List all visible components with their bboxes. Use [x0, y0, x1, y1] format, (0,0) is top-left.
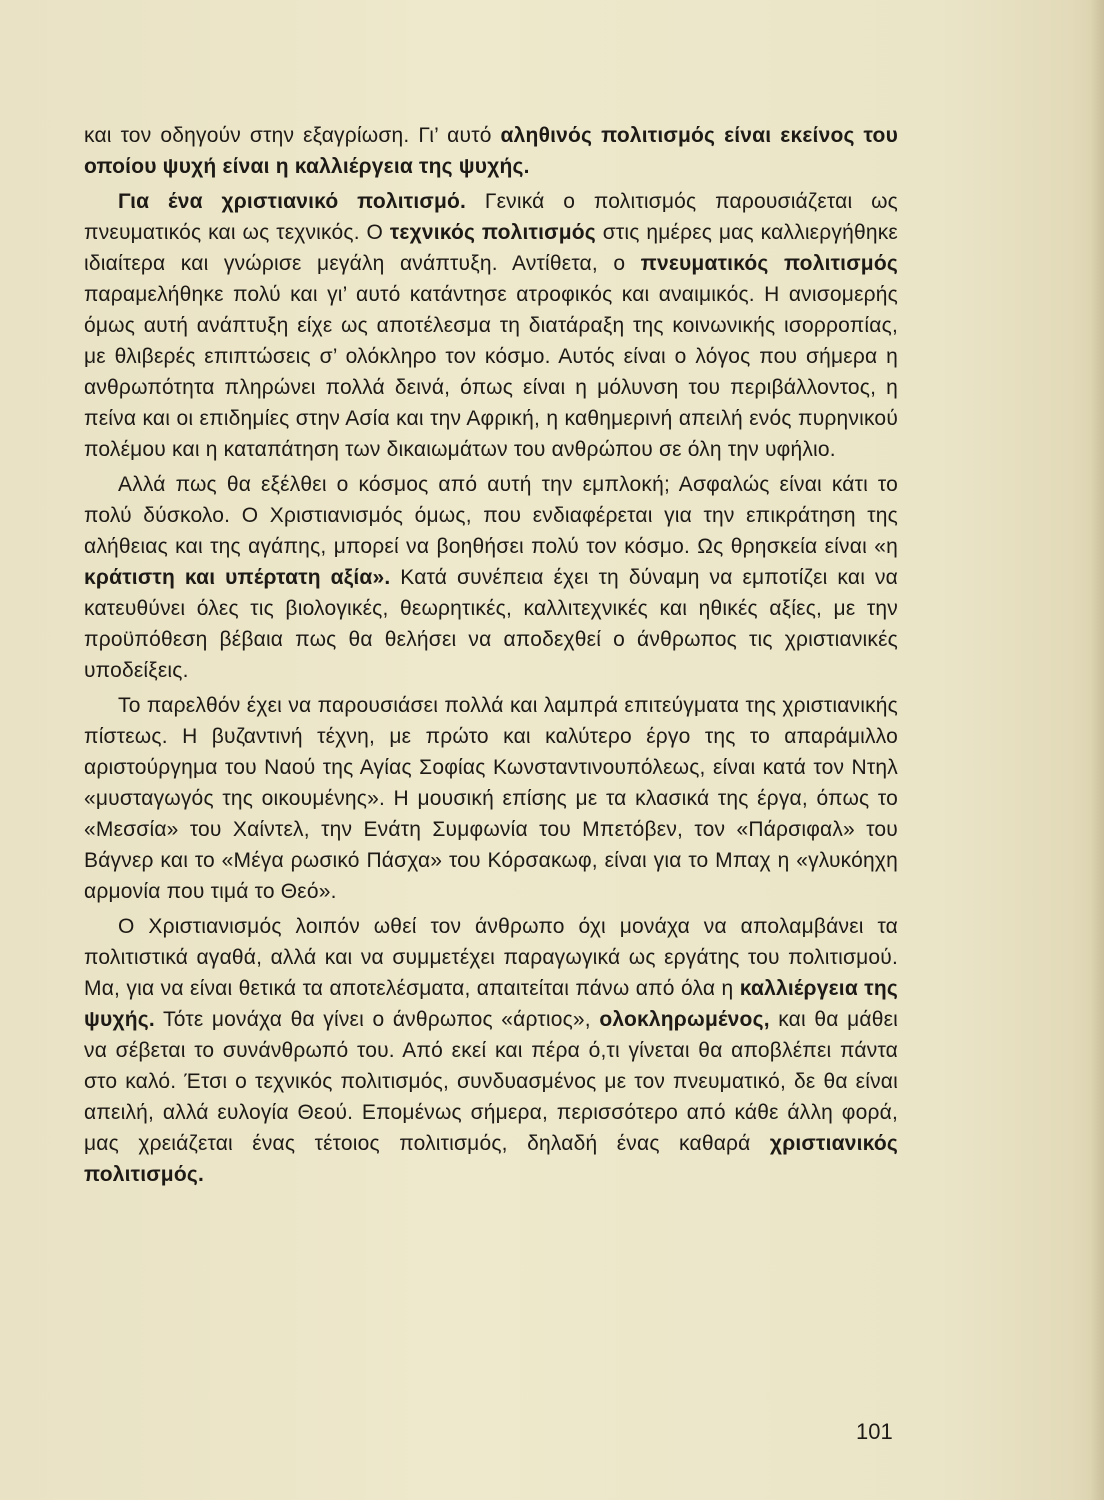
text-run: Αλλά πως θα εξέλθει ο κόσμος από αυτή την εμπλοκή; Ασφαλώς είναι κάτι το πολύ δύσκολο. Ο Χριστιανισμός όμως, που ενδιαφέρεται για την επικράτηση της αλήθειας και της αγάπης, μπορεί να βοηθήσει πολύ τον κόσμο. Ως θρησκεία είναι «η — [84, 473, 898, 558]
emphasized-text: πνευματικός πολιτισμός — [640, 252, 898, 275]
text-run: Το παρελθόν έχει να παρουσιάσει πολλά και λαμπρά επιτεύγματα της χριστιανικής πίστεως. Η βυζαντινή τέχνη, με πρώτο και καλύτερο έργο της το απαράμιλλο αριστούργημα του Ναού της Αγίας Σοφίας Κωνσταντινουπόλεως, είναι κατά τον Ντηλ «μυσταγωγός της οικουμένης». Η μουσική επίσης με τα κλασικά της έργα, όπως το «Μεσσία» του Χαίντελ, την Ενάτη Συμφωνία του Μπετόβεν, τον «Πάρσιφαλ» του Βάγνερ και το «Μέγα ρωσικό Πάσχα» του Κόρσακωφ, είναι για το Μπαχ η «γλυκόηχη αρμονία που τιμά το Θεό». — [84, 694, 898, 903]
text-run: και θα μάθει να σέβεται το συνάνθρωπό του. Από εκεί και πέρα ό,τι γίνεται θα αποβλέπει πάντα στο καλό. Έτσι ο τεχνικός πολιτισμός, συνδυασμένος με τον πνευματικό, δε θα είναι απειλή, αλλά ευλογία Θεού. Επομένως σήμερα, περισσότερο από κάθε άλλη φορά, μας χρειάζεται ένας τέτοιος πολιτισμός, δηλαδή ένας καθαρά — [84, 1008, 899, 1155]
paragraph — [84, 911, 898, 1190]
text-run: Ο Χριστιανισμός λοιπόν ωθεί τον άνθρωπο όχι μονάχα να απολαμβάνει τα πολιτιστικά αγαθά, αλλά και να συμμετέχει παραγωγικά ως εργάτης του πολιτισμού. Μα, για να είναι θετικά τα αποτελέσματα, απαιτείται πάνω από όλα η — [84, 915, 898, 1000]
emphasized-text: χριστιανικός πολιτισμός. — [84, 1132, 898, 1186]
text-run: Κατά συνέπεια έχει τη δύναμη να εμποτίζει και να κατευθύνει όλες τις βιολογικές, θεωρητικές, καλλιτεχνικές και ηθικές αξίες, με την προϋπόθεση βέβαια πως θα θελήσει να αποδεχθεί ο άνθρωπος τις χριστιανικές υποδείξεις. — [84, 566, 898, 682]
paragraph — [84, 690, 898, 907]
text-run: Τότε μονάχα θα γίνει ο άνθρωπος «άρτιος», — [154, 1008, 600, 1031]
emphasized-text: τεχνικός πολιτισμός — [389, 221, 596, 244]
emphasized-text: καλλιέργεια της ψυχής. — [84, 977, 898, 1031]
emphasized-text: κράτιστη και υπέρτατη αξία». — [84, 566, 391, 589]
emphasized-text: ολοκληρωμένος, — [599, 1008, 770, 1031]
paragraph — [84, 469, 898, 686]
page-edge — [1090, 0, 1104, 1500]
text-run: παραμελήθηκε πολύ και γι’ αυτό κατάντησε ατροφικός και αναιμικός. Η ανισομερής όμως αυτή ανάπτυξη είχε ως αποτέλεσμα τη διατάραξη της κοινωνικής ισορροπίας, με θλιβερές επιπτώσεις σ’ ολόκληρο τον κόσμο. Αυτός είναι ο λόγος που σήμερα η ανθρωπότητα πληρώνει πολλά δεινά, όπως είναι η μόλυνση του περιβάλλοντος, η πείνα και οι επιδημίες στην Ασία και την Αφρική, η καθημερινή απειλή ενός πυρηνικού πολέμου και η καταπάτηση των δικαιωμάτων του ανθρώπου σε όλη την υφήλιο. — [84, 283, 898, 461]
body-text — [84, 120, 898, 1194]
text-run: και τον οδηγούν στην εξαγρίωση. Γι’ αυτό — [84, 124, 501, 147]
text-run: στις ημέρες μας καλλιεργήθηκε ιδιαίτερα και γνώρισε μεγάλη ανάπτυξη. Αντίθετα, ο — [84, 221, 898, 275]
emphasized-text: αληθινός πολιτισμός είναι εκείνος του οποίου ψυχή είναι η καλλιέργεια της ψυχής. — [84, 124, 898, 178]
paragraph — [84, 120, 898, 182]
page-number: 101 — [856, 1419, 893, 1444]
paragraph — [84, 186, 898, 465]
emphasized-text: Για ένα χριστιανικό πολιτισμό. — [118, 190, 467, 213]
text-run: Γενικά ο πολιτισμός παρουσιάζεται ως πνευματικός και ως τεχνικός. Ο — [84, 190, 898, 244]
